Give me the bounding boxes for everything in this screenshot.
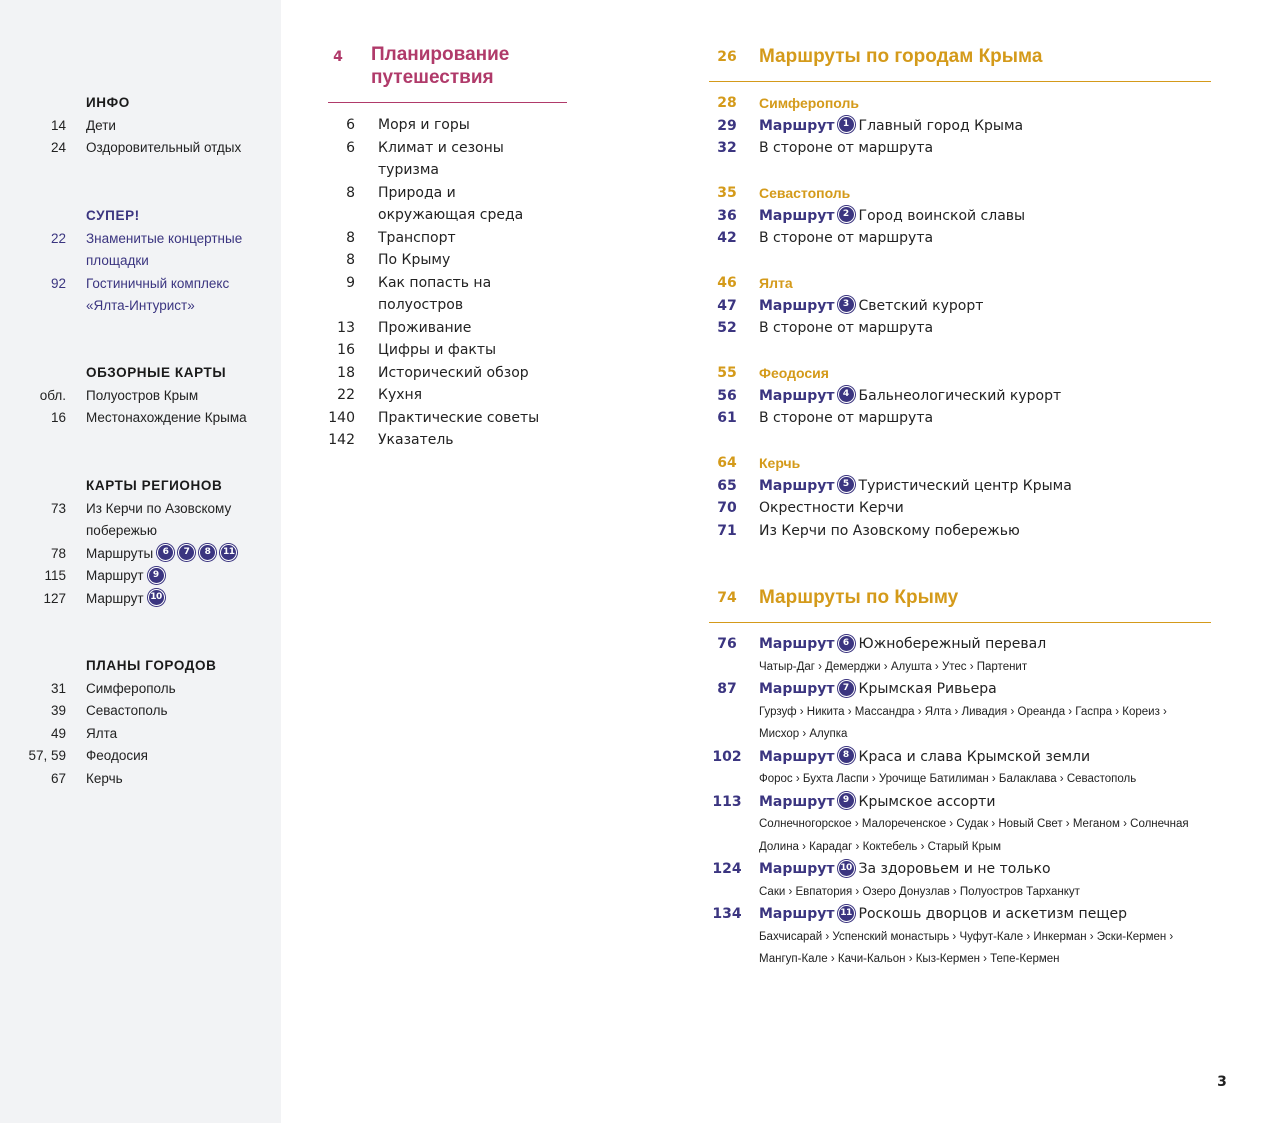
route-badge: 10 (148, 589, 165, 606)
page-number: 46 (717, 275, 737, 291)
city-group-simferopol (709, 92, 1212, 160)
route-label: Маршрут (759, 861, 835, 877)
list-item (0, 228, 281, 273)
page-number: 113 (712, 793, 742, 810)
list-item (328, 182, 568, 227)
route-label: Маршрут (759, 906, 835, 922)
route-stops: Саки › Евпатория › Озеро Донузлав › Полуостров Тарханкут (759, 885, 1080, 898)
route-title: Светский курорт (858, 297, 984, 314)
divider (709, 622, 1211, 623)
route-badge: 7 (178, 544, 195, 561)
route-entry (759, 115, 1209, 138)
entry-title: Указатель (378, 432, 454, 448)
page-number: 22 (337, 387, 355, 403)
sidebar-panel (0, 0, 281, 1123)
route-label: Маршрут (759, 636, 835, 652)
page-number: 78 (50, 545, 66, 561)
route-badge: 8 (838, 747, 855, 764)
route-badge: 11 (220, 544, 237, 561)
entry-title: Керчь (86, 770, 123, 786)
list-item (328, 362, 568, 385)
route-label: Маршрут (759, 681, 835, 697)
list-item (0, 407, 281, 430)
page-number: 8 (346, 252, 355, 268)
city-row (709, 362, 1212, 385)
route-label: Маршрут (759, 387, 835, 404)
route-badge: 7 (838, 680, 855, 697)
route-row (709, 746, 1212, 769)
entry-title: В стороне от маршрута (759, 230, 934, 246)
page-number: 52 (717, 320, 737, 336)
route-label: Маршрут (759, 748, 835, 765)
page-number: 32 (717, 140, 737, 156)
page-number: 134 (712, 906, 742, 922)
page-number: 140 (328, 409, 355, 426)
route-label: Маршрут (759, 117, 835, 134)
page-number: обл. (39, 387, 66, 403)
entry-title (86, 543, 266, 566)
entry-title: Гостиничный комплекс «Ялта-Интурист» (86, 275, 230, 313)
route-row (709, 205, 1212, 228)
page-number: 65 (717, 477, 737, 494)
route-title: Главный город Крыма (858, 117, 1024, 134)
route-entry (759, 475, 1209, 498)
list-item (328, 317, 568, 340)
list-item (0, 588, 281, 611)
entry-title: Феодосия (86, 748, 148, 763)
entry-title: Ялта (86, 725, 118, 741)
list-item (0, 273, 281, 318)
route-row (709, 678, 1212, 701)
list-item (709, 407, 1212, 430)
entry-title: Из Керчи по Азовскому побережью (759, 522, 1020, 539)
city-row (709, 272, 1212, 295)
city-row (709, 182, 1212, 205)
page-number: 16 (337, 342, 355, 358)
list-item (0, 678, 281, 701)
route-entry (759, 791, 1209, 814)
list-item (0, 768, 281, 791)
list-item (328, 339, 568, 362)
section-header (709, 585, 1212, 611)
route-badge: 9 (838, 792, 855, 809)
entry-title: Знаменитые концертные площадки (86, 230, 243, 268)
entry-title (86, 565, 266, 588)
list-item (328, 429, 568, 452)
entry-label: Маршрут (86, 568, 144, 583)
route-title: Туристический центр Крыма (858, 477, 1072, 494)
page-number: 61 (717, 410, 737, 426)
list-item (0, 543, 281, 566)
section-page-number: 26 (717, 49, 737, 65)
page-number: 115 (44, 568, 66, 583)
page-number: 24 (50, 140, 66, 155)
entry-title: Природа и окружающая среда (378, 184, 524, 223)
page-number: 57, 59 (28, 748, 66, 763)
list-item (0, 137, 281, 160)
divider (709, 81, 1211, 82)
section-title: Маршруты по городам Крыма (759, 46, 1043, 67)
section-heading: СУПЕР! (86, 208, 140, 223)
section-heading: ИНФО (86, 95, 130, 110)
page-number: 36 (717, 207, 737, 224)
route-badge: 2 (838, 206, 855, 223)
sidebar-section-city-plans (0, 655, 281, 790)
route-row (709, 903, 1212, 926)
city-group-kerch (709, 452, 1212, 542)
route-stops: Гурзуф › Никита › Массандра › Ялта › Ливадия › Ореанда › Гаспра › Кореиз › (759, 705, 1167, 718)
page-number: 127 (43, 590, 66, 606)
list-item (328, 384, 568, 407)
entry-title: Транспорт (378, 229, 456, 246)
page-number: 13 (337, 319, 355, 336)
list-item (0, 565, 281, 588)
page-number: 18 (337, 364, 355, 381)
list-item (328, 249, 568, 272)
crimea-routes-section (709, 585, 1212, 965)
route-row (709, 385, 1212, 408)
city-group-yalta (709, 272, 1212, 340)
city-name: Севастополь (759, 185, 851, 201)
entry-title: Местонахождение Крыма (86, 410, 247, 425)
entry-title: Севастополь (86, 703, 168, 718)
entry-title: Из Керчи по Азовскому побережью (86, 500, 232, 538)
route-title: Город воинской славы (858, 207, 1026, 224)
entry-title: По Крыму (378, 252, 451, 268)
section-header (328, 44, 568, 102)
route-badge: 10 (838, 860, 855, 877)
route-title: Крымская Ривьера (858, 681, 997, 697)
page-number: 6 (346, 117, 355, 133)
section-heading: ОБЗОРНЫЕ КАРТЫ (86, 365, 227, 380)
page-number: 64 (717, 455, 737, 471)
entry-label: Маршрут (86, 590, 144, 606)
planning-section (328, 44, 568, 452)
entry-title: Как попасть на полуостров (378, 274, 492, 313)
page-number: 14 (50, 117, 66, 133)
route-row (709, 858, 1212, 881)
entry-title: Оздоровительный отдых (86, 140, 242, 155)
route-badge: 6 (838, 635, 855, 652)
route-row (709, 115, 1212, 138)
section-page-number: 74 (717, 590, 737, 606)
page-number: 87 (717, 681, 737, 697)
page-number: 16 (50, 410, 66, 425)
route-entry (759, 903, 1209, 926)
route-row (709, 633, 1212, 656)
route-title: За здоровьем и не только (858, 861, 1051, 877)
page-number: 42 (717, 230, 737, 246)
page-number: 70 (717, 500, 737, 516)
route-entry (759, 746, 1209, 769)
route-badge: 6 (157, 544, 174, 561)
sidebar-section-super (0, 205, 281, 318)
city-name: Керчь (759, 455, 801, 471)
page-number: 71 (717, 522, 737, 539)
route-entry (759, 205, 1209, 228)
route-row (709, 475, 1212, 498)
page-number: 28 (717, 95, 737, 111)
sidebar-section-info (0, 92, 281, 160)
page-number: 55 (717, 365, 737, 381)
page-number: 73 (50, 500, 66, 516)
page-number: 56 (717, 387, 737, 404)
section-header (709, 44, 1212, 70)
page-number: 49 (50, 725, 66, 741)
city-routes-section (709, 44, 1212, 539)
page-number: 22 (50, 230, 66, 246)
route-stops: Солнечногорское › Малореченское › Судак › Новый Свет › Меганом › Солнечная (759, 818, 1189, 830)
list-item (328, 227, 568, 250)
route-entry (759, 385, 1209, 408)
route-stops: Форос › Бухта Ласпи › Урочище Батилиман › Балаклава › Севастополь (759, 773, 1137, 785)
route-label: Маршрут (759, 793, 835, 810)
page-number: 8 (346, 229, 355, 246)
entry-title: Симферополь (86, 680, 176, 696)
section-page-number: 4 (333, 49, 343, 65)
route-badge: 9 (148, 567, 165, 584)
page-number: 39 (50, 703, 66, 718)
list-item (0, 115, 281, 138)
route-badge: 1 (838, 116, 855, 133)
list-item (709, 227, 1212, 250)
route-label: Маршрут (759, 477, 835, 494)
route-list (709, 633, 1212, 971)
route-label: Маршрут (759, 297, 835, 314)
list-item (709, 497, 1212, 520)
route-label: Маршрут (759, 207, 835, 224)
page-number: 9 (346, 274, 355, 291)
route-stops: Чатыр-Даг › Демерджи › Алушта › Утес › Партенит (759, 660, 1028, 673)
page-number: 31 (50, 680, 66, 696)
city-group-sevastopol (709, 182, 1212, 250)
city-name: Симферополь (759, 95, 860, 111)
entry-title: Исторический обзор (378, 364, 529, 381)
entry-title: Моря и горы (378, 117, 470, 133)
entry-label: Маршруты (86, 545, 154, 561)
page-number: 92 (50, 275, 66, 291)
section-heading: КАРТЫ РЕГИОНОВ (86, 478, 223, 493)
page-number: 124 (712, 861, 742, 877)
list-item (0, 700, 281, 723)
entry-title: В стороне от маршрута (759, 140, 934, 156)
route-badge: 4 (838, 386, 855, 403)
route-entry (759, 858, 1209, 881)
page-number: 35 (717, 185, 737, 201)
list-item (0, 745, 281, 768)
list-item (0, 385, 281, 408)
entry-title: Климат и сезоны туризма (378, 139, 504, 178)
city-name: Феодосия (759, 365, 829, 381)
route-title: Крымское ассорти (858, 793, 996, 810)
route-title: Краса и слава Крымской земли (858, 748, 1091, 765)
city-group-feodosia (709, 362, 1212, 430)
list-item (328, 137, 568, 182)
route-stops: Мисхор › Алупка (759, 728, 848, 740)
list-item (0, 723, 281, 746)
page-number: 6 (346, 139, 355, 156)
route-stops: Бахчисарай › Успенский монастырь › Чуфут-Кале › Инкерман › Эски-Кермен › (759, 930, 1174, 943)
page-number: 142 (328, 432, 355, 448)
page-number: 76 (717, 636, 737, 652)
page-number: 47 (717, 297, 737, 314)
route-title: Южнобережный перевал (858, 636, 1047, 652)
route-entry (759, 633, 1209, 656)
route-entry (759, 678, 1209, 701)
route-title: Бальнеологический курорт (858, 387, 1062, 404)
page-number: 8 (346, 184, 355, 201)
page-number: 102 (712, 748, 742, 765)
entry-title: Дети (86, 117, 116, 133)
city-row (709, 92, 1212, 115)
route-badge: 5 (838, 476, 855, 493)
sidebar-section-region-maps (0, 475, 281, 610)
route-badge: 11 (838, 905, 855, 922)
entry-title: Кухня (378, 387, 423, 403)
route-row (709, 791, 1212, 814)
entry-title: В стороне от маршрута (759, 320, 934, 336)
list-item (709, 520, 1212, 543)
entry-title: В стороне от маршрута (759, 410, 934, 426)
section-title: Маршруты по Крыму (759, 587, 959, 608)
entry-title: Проживание (378, 319, 472, 336)
route-entry (759, 295, 1209, 318)
page-number: 67 (50, 770, 66, 786)
section-title: Планирование путешествия (370, 44, 510, 88)
page-number-footer: 3 (1217, 1074, 1227, 1090)
entry-title: Окрестности Керчи (759, 500, 904, 516)
list-item (709, 317, 1212, 340)
route-row (709, 295, 1212, 318)
entry-title (86, 588, 266, 611)
route-stops: Долина › Карадаг › Коктебель › Старый Крым (759, 840, 1002, 853)
page-number: 29 (717, 117, 737, 134)
list-item (0, 498, 281, 543)
route-badge: 3 (838, 296, 855, 313)
divider (328, 102, 567, 103)
toc-list (328, 114, 568, 452)
route-stops: Мангуп-Кале › Качи-Кальон › Кыз-Кермен › Тепе-Кермен (759, 953, 1060, 965)
entry-title: Практические советы (378, 409, 540, 426)
sidebar-section-overview-maps (0, 362, 281, 430)
list-item (709, 137, 1212, 160)
city-name: Ялта (759, 275, 793, 291)
entry-title: Полуостров Крым (86, 387, 199, 403)
entry-title: Цифры и факты (378, 342, 497, 358)
city-row (709, 452, 1212, 475)
list-item (328, 114, 568, 137)
list-item (328, 272, 568, 317)
route-title: Роскошь дворцов и аскетизм пещер (858, 906, 1128, 922)
route-badge: 8 (199, 544, 216, 561)
section-heading: ПЛАНЫ ГОРОДОВ (86, 658, 217, 673)
list-item (328, 407, 568, 430)
